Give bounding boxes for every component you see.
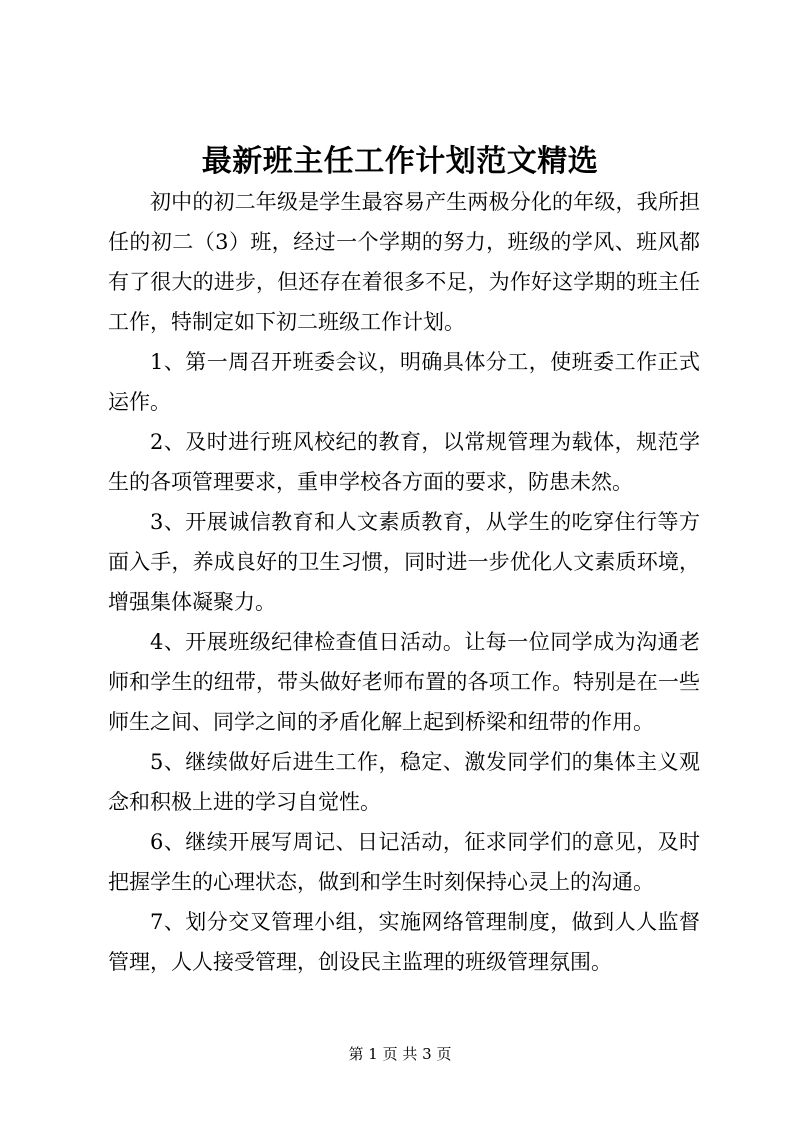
- paragraph-intro: 初中的初二年级是学生最容易产生两极分化的年级，我所担任的初二（3）班，经过一个学期的努力，班级的学风、班风都有了很大的进步，但还存在着很多不足，为作好这学期的班主任工作，特制定如下初二班级工作计划。: [108, 190, 700, 334]
- paragraph-item-4: 4、开展班级纪律检查值日活动。让每一位同学成为沟通老师和学生的纽带，带头做好老师布置的各项工作。特别是在一些师生之间、同学之间的矛盾化解上起到桥梁和纽带的作用。: [108, 630, 700, 734]
- paragraph-item-6: 6、继续开展写周记、日记活动，征求同学们的意见，及时把握学生的心理状态，做到和学生时刻保持心灵上的沟通。: [108, 830, 700, 894]
- document-body: [108, 182, 700, 982]
- paragraph-item-1: 1、第一周召开班委会议，明确具体分工，使班委工作正式运作。: [108, 350, 700, 414]
- paragraph-item-5: 5、继续做好后进生工作，稳定、激发同学们的集体主义观念和积极上进的学习自觉性。: [108, 750, 700, 814]
- page-footer: 第 1 页 共 3 页: [348, 1045, 452, 1063]
- paragraph-item-2: 2、及时进行班风校纪的教育，以常规管理为载体，规范学生的各项管理要求，重申学校各方面的要求，防患未然。: [108, 430, 700, 494]
- paragraph-item-3: 3、开展诚信教育和人文素质教育，从学生的吃穿住行等方面入手，养成良好的卫生习惯，同时进一步优化人文素质环境，增强集体凝聚力。: [108, 510, 700, 614]
- document-title: 最新班主任工作计划范文精选: [201, 144, 599, 179]
- paragraph-item-7: 7、划分交叉管理小组，实施网络管理制度，做到人人监督管理，人人接受管理，创设民主监理的班级管理氛围。: [108, 910, 700, 974]
